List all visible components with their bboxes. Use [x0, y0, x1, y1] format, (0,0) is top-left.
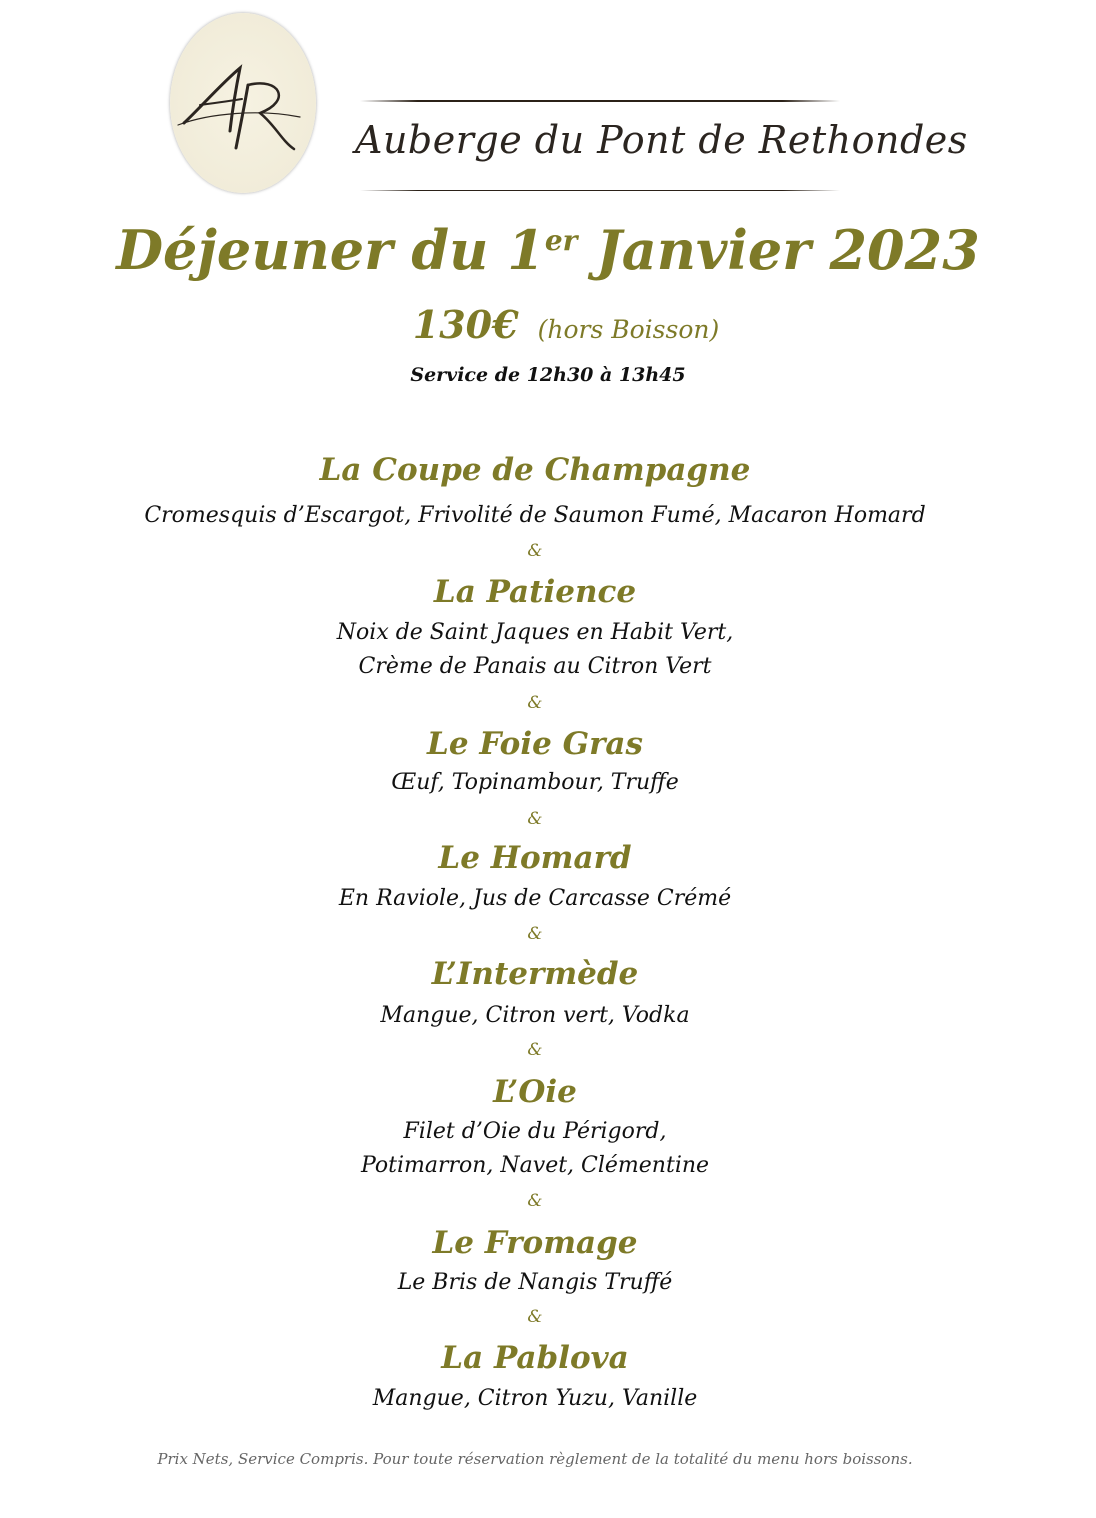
footer-note: Prix Nets, Service Compris. Pour toute réservation règlement de la totalité du menu hors boissons. [157, 1450, 913, 1468]
course-title: L’Oie [493, 1074, 577, 1110]
course-separator: & [527, 541, 543, 561]
course-title: Le Homard [438, 840, 632, 876]
course-separator: & [527, 924, 543, 944]
course-description: Noix de Saint Jaques en Habit Vert, [336, 620, 734, 645]
title-sup: er [544, 224, 578, 257]
monogram-logo [170, 13, 316, 193]
menu-title [0, 218, 1096, 282]
course-title: Le Fromage [432, 1225, 638, 1261]
price-line [0, 302, 1096, 347]
course-title: La Pablova [441, 1340, 629, 1376]
course-separator: & [527, 809, 543, 829]
course-description: Filet d’Oie du Périgord, [403, 1119, 667, 1144]
course-separator: & [527, 693, 543, 713]
course-description: Cromesquis d’Escargot, Frivolité de Saumon Fumé, Macaron Homard [144, 503, 926, 528]
course-title: L’Intermède [431, 956, 639, 992]
course-title: La Patience [433, 574, 637, 610]
course-description: Œuf, Topinambour, Truffe [391, 770, 679, 795]
brand-name: Auberge du Pont de Rethondes [355, 118, 968, 162]
course-title: La Coupe de Champagne [319, 452, 751, 488]
course-separator: & [527, 1191, 543, 1211]
course-description: Mangue, Citron Yuzu, Vanille [372, 1386, 698, 1411]
course-separator: & [527, 1040, 543, 1060]
title-main: Déjeuner du 1 [116, 218, 545, 282]
course-separator: & [527, 1307, 543, 1327]
course-description: Le Bris de Nangis Truffé [397, 1270, 673, 1295]
course-description: Mangue, Citron vert, Vodka [380, 1003, 690, 1028]
brand-rule-top [360, 100, 840, 102]
course-description: En Raviole, Jus de Carcasse Crémé [338, 886, 732, 911]
logo [170, 13, 316, 193]
course-description: Potimarron, Navet, Clémentine [360, 1153, 710, 1178]
price: 130€ [412, 302, 519, 347]
price-note: (hors Boisson) [537, 315, 720, 344]
course-description: Crème de Panais au Citron Vert [358, 654, 712, 679]
service-hours: Service de 12h30 à 13h45 [410, 364, 686, 386]
brand-rule-bottom [360, 190, 840, 191]
course-title: Le Foie Gras [427, 726, 643, 762]
title-end: Janvier 2023 [577, 218, 980, 282]
